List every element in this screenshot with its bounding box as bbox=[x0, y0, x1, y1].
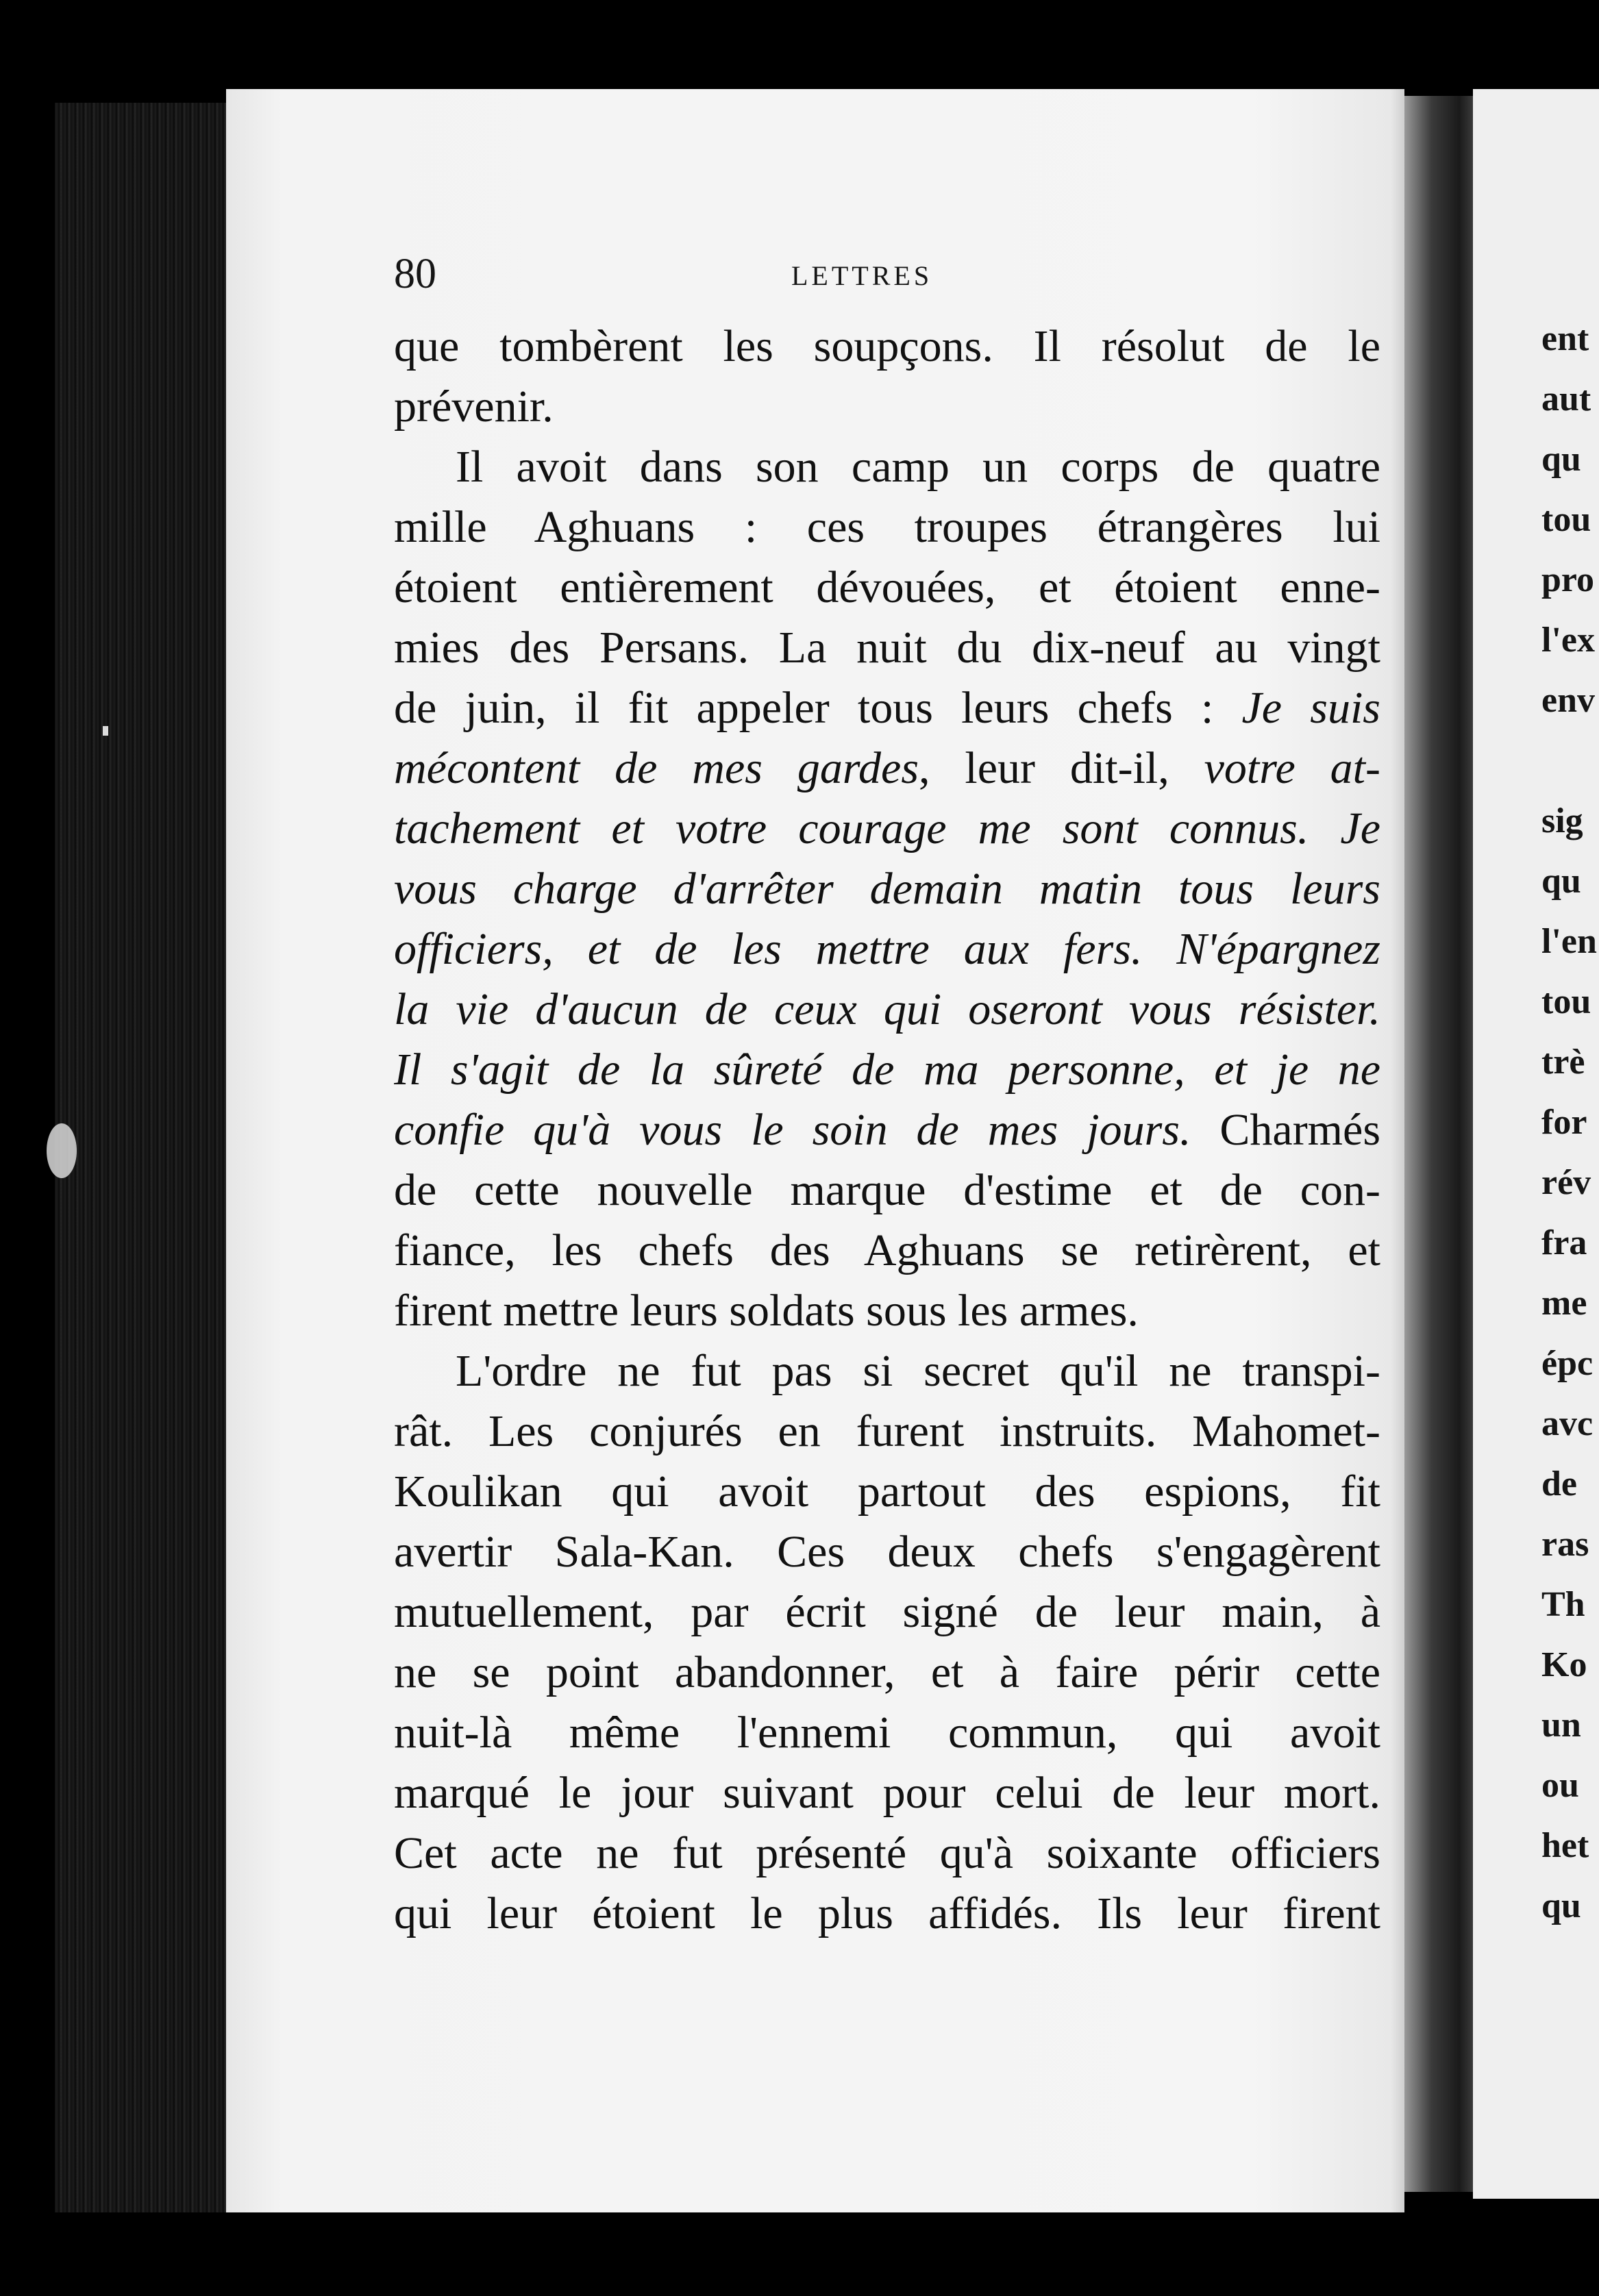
next-page-fragment: env bbox=[1541, 681, 1595, 720]
next-page-fragment: qu bbox=[1541, 862, 1581, 901]
text-line: ne se point abandonner, et à faire périr cette bbox=[394, 1647, 1380, 1697]
text-line: mies des Persans. La nuit du dix-neuf au vingt bbox=[394, 623, 1380, 673]
page-header bbox=[394, 250, 1380, 305]
text-line: rât. Les conjurés en furent instruits. Mahomet- bbox=[394, 1406, 1380, 1456]
text-line: que tombèrent les soupçons. Il résolut de le bbox=[394, 321, 1380, 371]
text-line: mécontent de mes gardes, leur dit-il, votre at- bbox=[394, 743, 1380, 793]
text-line: confie qu'à vous le soin de mes jours. Charmés bbox=[394, 1105, 1380, 1155]
next-page-fragment: rév bbox=[1541, 1163, 1591, 1202]
text-line: firent mettre leurs soldats sous les armes. bbox=[394, 1286, 1139, 1336]
next-page-edge bbox=[1473, 89, 1599, 2199]
next-page-fragment: trè bbox=[1541, 1043, 1585, 1082]
text-line: étoient entièrement dévouées, et étoient enne- bbox=[394, 562, 1380, 612]
page-smudge bbox=[47, 1123, 77, 1178]
text-line: mille Aghuans : ces troupes étrangères lui bbox=[394, 502, 1380, 552]
text-line: fiance, les chefs des Aghuans se retirèrent, et bbox=[394, 1225, 1380, 1275]
next-page-fragment: Ko bbox=[1541, 1645, 1587, 1684]
text-line: mutuellement, par écrit signé de leur main, à bbox=[394, 1587, 1380, 1637]
next-page-fragment: tou bbox=[1541, 982, 1591, 1021]
next-page-fragment: qu bbox=[1541, 440, 1581, 479]
text-line: Cet acte ne fut présenté qu'à soixante officiers bbox=[394, 1828, 1380, 1878]
next-page-fragment: de bbox=[1541, 1464, 1577, 1503]
text-line: vous charge d'arrêter demain matin tous leurs bbox=[394, 864, 1380, 914]
text-line: marqué le jour suivant pour celui de leur mort. bbox=[394, 1768, 1380, 1818]
next-page-fragment: un bbox=[1541, 1706, 1581, 1745]
next-page-fragment: avc bbox=[1541, 1404, 1594, 1443]
next-page-fragment: qu bbox=[1541, 1886, 1581, 1925]
next-page-fragment: épc bbox=[1541, 1344, 1594, 1383]
book-left-edge bbox=[55, 103, 233, 2212]
page-mark bbox=[103, 726, 108, 736]
text-line: nuit-là même l'ennemi commun, qui avoit bbox=[394, 1708, 1380, 1758]
next-page-fragment: pro bbox=[1541, 560, 1595, 599]
next-page-fragment: het bbox=[1541, 1826, 1589, 1865]
text-line: tachement et votre courage me sont connus. Je bbox=[394, 803, 1380, 853]
next-page-fragment: ou bbox=[1541, 1766, 1579, 1805]
next-page-fragment: ras bbox=[1541, 1525, 1589, 1564]
next-page-fragment: me bbox=[1541, 1284, 1587, 1323]
text-line: avertir Sala-Kan. Ces deux chefs s'engagèrent bbox=[394, 1527, 1380, 1577]
next-page-fragment: ent bbox=[1541, 319, 1589, 358]
next-page-fragment: aut bbox=[1541, 379, 1591, 419]
next-page-fragment: tou bbox=[1541, 500, 1591, 539]
text-line: Koulikan qui avoit partout des espions, fit bbox=[394, 1467, 1380, 1517]
text-line: la vie d'aucun de ceux qui oseront vous résister. bbox=[394, 984, 1380, 1034]
next-page-fragment: l'en bbox=[1541, 922, 1597, 961]
body-text bbox=[394, 316, 1380, 1944]
text-line: L'ordre ne fut pas si secret qu'il ne transpi- bbox=[456, 1346, 1380, 1396]
text-line: Il s'agit de la sûreté de ma personne, et je ne bbox=[394, 1045, 1380, 1095]
text-line: Il avoit dans son camp un corps de quatre bbox=[456, 442, 1380, 492]
text-line: qui leur étoient le plus affidés. Ils leur firent bbox=[394, 1888, 1380, 1938]
text-line: de cette nouvelle marque d'estime et de con- bbox=[394, 1165, 1380, 1215]
next-page-fragment: l'ex bbox=[1541, 621, 1595, 660]
text-line: prévenir. bbox=[394, 382, 554, 432]
next-page-fragment: Th bbox=[1541, 1585, 1585, 1624]
next-page-fragment: sig bbox=[1541, 801, 1583, 840]
next-page-fragment: for bbox=[1541, 1103, 1587, 1142]
page-number: 80 bbox=[394, 251, 436, 297]
next-page-fragment: fra bbox=[1541, 1223, 1587, 1262]
text-line: de juin, il fit appeler tous leurs chefs : Je suis bbox=[394, 683, 1380, 733]
text-line: officiers, et de les mettre aux fers. N'épargnez bbox=[394, 924, 1380, 974]
running-title: LETTRES bbox=[791, 260, 933, 291]
